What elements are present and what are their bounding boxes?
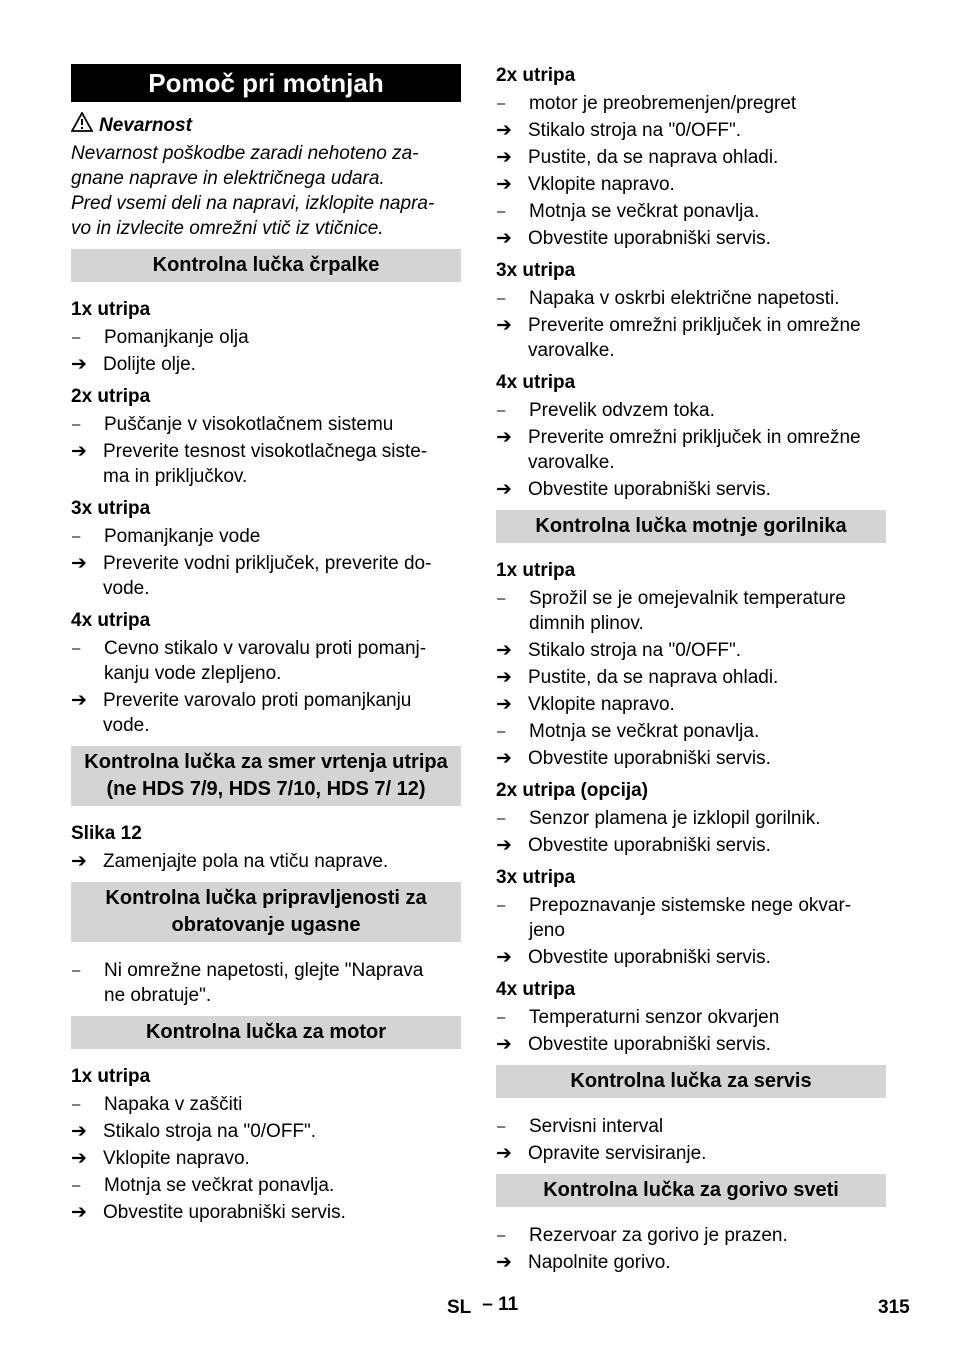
cause-item [71, 524, 461, 549]
dash-icon: – [497, 1118, 506, 1135]
cause-item [496, 398, 886, 423]
cause-item [496, 806, 886, 831]
item-text: Opravite servisiranje. [528, 1143, 707, 1164]
item-text: Rezervoar za gorivo je prazen. [529, 1225, 788, 1246]
item-text: Motnja se večkrat ponavlja. [104, 1175, 335, 1196]
action-item [496, 118, 886, 143]
arrow-right-icon: ➔ [71, 441, 87, 462]
arrow-right-icon: ➔ [71, 553, 87, 574]
arrow-right-icon: ➔ [496, 667, 512, 688]
dash-icon: – [72, 1177, 81, 1194]
troubleshoot-group [496, 559, 886, 771]
cause-item [71, 636, 461, 686]
item-text: Motnja se večkrat ponavlja. [529, 201, 760, 222]
dash-icon: – [497, 590, 506, 607]
item-text: Preverite omrežni priključek in omrežne varovalke. [528, 427, 861, 473]
warning-label: Nevarnost [99, 114, 192, 136]
dash-icon: – [72, 416, 81, 433]
group-heading: 3x utripa [496, 260, 576, 281]
item-text: Prepoznavanje sistemske nege okvar- jeno [529, 895, 852, 941]
item-text: Obvestite uporabniški servis. [528, 228, 771, 249]
group-heading: 1x utripa [496, 560, 576, 581]
action-item [71, 352, 461, 377]
troubleshoot-group [71, 822, 461, 874]
troubleshoot-group [71, 1065, 461, 1225]
cause-item [71, 958, 461, 1008]
item-text: Preverite varovalo proti pomanjkanju vode. [103, 690, 412, 736]
dash-icon: – [497, 203, 506, 220]
action-item [496, 172, 886, 197]
item-text: Obvestite uporabniški servis. [528, 835, 771, 856]
dash-icon: – [497, 402, 506, 419]
troubleshoot-group [71, 497, 461, 601]
arrow-right-icon: ➔ [71, 1148, 87, 1169]
right-sections [496, 510, 886, 1275]
page-number: 315 [878, 1297, 910, 1318]
item-text: motor je preobremenjen/pregret [529, 93, 797, 114]
section-title: Kontrolna lučka črpalke [71, 249, 461, 282]
action-item [496, 945, 886, 970]
group-heading: 1x utripa [71, 299, 151, 320]
arrow-right-icon: ➔ [496, 315, 512, 336]
warning-text [71, 141, 461, 241]
action-item [71, 688, 461, 738]
footer-section-page: – 11 [482, 1294, 519, 1315]
right-top-groups [496, 64, 886, 502]
dash-icon: – [497, 810, 506, 827]
item-text: Vklopite napravo. [528, 174, 675, 195]
arrow-right-icon: ➔ [496, 228, 512, 249]
cause-item [496, 199, 886, 224]
item-text: Vklopite napravo. [103, 1148, 250, 1169]
arrow-right-icon: ➔ [71, 851, 87, 872]
cause-item [496, 286, 886, 311]
action-item [496, 1141, 886, 1166]
action-item [71, 1200, 461, 1225]
footer-lang: SL [447, 1297, 471, 1318]
item-text: Puščanje v visokotlačnem sistemu [104, 414, 394, 435]
group-heading: 3x utripa [496, 867, 576, 888]
arrow-right-icon: ➔ [71, 690, 87, 711]
cause-item [496, 1114, 886, 1139]
arrow-right-icon: ➔ [496, 427, 512, 448]
section-body [71, 822, 461, 874]
troubleshoot-group [496, 1114, 886, 1166]
warning-triangle-icon [71, 112, 93, 139]
dash-icon: – [497, 290, 506, 307]
item-text: Napolnite gorivo. [528, 1252, 671, 1273]
troubleshoot-group [71, 298, 461, 377]
item-text: Stikalo stroja na "0/OFF". [103, 1121, 317, 1142]
cause-item [71, 412, 461, 437]
item-text: Cevno stikalo v varovalu proti pomanj- kanju vode zlepljeno. [104, 638, 427, 684]
page-title: Pomoč pri motnjah [71, 64, 461, 102]
arrow-right-icon: ➔ [496, 147, 512, 168]
item-text: Stikalo stroja na "0/OFF". [528, 640, 742, 661]
action-item [496, 145, 886, 170]
item-text: Pustite, da se naprava ohladi. [528, 147, 779, 168]
dash-icon: – [497, 95, 506, 112]
item-text: Preverite omrežni priključek in omrežne varovalke. [528, 315, 861, 361]
cause-item [71, 1173, 461, 1198]
item-text: Ni omrežne napetosti, glejte "Naprava ne obratuje". [104, 960, 424, 1006]
section-body [71, 298, 461, 738]
item-text: Motnja se večkrat ponavlja. [529, 721, 760, 742]
warning-line: vo in izvlecite omrežni vtič iz vtičnice. [71, 218, 384, 239]
action-item [71, 1119, 461, 1144]
arrow-right-icon: ➔ [496, 947, 512, 968]
arrow-right-icon: ➔ [496, 1252, 512, 1273]
item-text: Sprožil se je omejevalnik temperature dimnih plinov. [529, 588, 846, 634]
troubleshoot-group [496, 779, 886, 858]
section-title: Kontrolna lučka za gorivo sveti [496, 1174, 886, 1207]
left-sections [71, 249, 461, 1225]
item-text: Preverite vodni priključek, preverite do- vode. [103, 553, 432, 599]
cause-item [496, 893, 886, 943]
arrow-right-icon: ➔ [71, 1202, 87, 1223]
section-body [71, 1065, 461, 1225]
section-title: Kontrolna lučka za motor [71, 1016, 461, 1049]
group-heading: 2x utripa [71, 386, 151, 407]
item-text: Servisni interval [529, 1116, 664, 1137]
group-heading: Slika 12 [71, 823, 142, 844]
left-column [71, 64, 461, 1233]
cause-item [496, 586, 886, 636]
warning-line: Nevarnost poškodbe zaradi nehoteno za- [71, 143, 419, 164]
item-text: Obvestite uporabniški servis. [528, 947, 771, 968]
arrow-right-icon: ➔ [496, 694, 512, 715]
troubleshoot-group [496, 978, 886, 1057]
dash-icon: – [72, 329, 81, 346]
group-heading: 4x utripa [496, 372, 576, 393]
arrow-right-icon: ➔ [496, 1034, 512, 1055]
cause-item [496, 91, 886, 116]
action-item [496, 425, 886, 475]
item-text: Dolijte olje. [103, 354, 196, 375]
action-item [496, 833, 886, 858]
action-item [496, 638, 886, 663]
warning-line: Pred vsemi deli na napravi, izklopite napra- [71, 193, 435, 214]
item-text: Obvestite uporabniški servis. [528, 479, 771, 500]
troubleshoot-group [496, 64, 886, 251]
arrow-right-icon: ➔ [496, 174, 512, 195]
dash-icon: – [72, 1096, 81, 1113]
cause-item [496, 719, 886, 744]
item-text: Pustite, da se naprava ohladi. [528, 667, 779, 688]
group-heading: 4x utripa [71, 610, 151, 631]
action-item [496, 226, 886, 251]
action-item [496, 477, 886, 502]
section-title: Kontrolna lučka za smer vrtenja utripa (ne HDS 7/9, HDS 7/10, HDS 7/ 12) [71, 746, 461, 806]
section-body [71, 958, 461, 1008]
arrow-right-icon: ➔ [496, 640, 512, 661]
arrow-right-icon: ➔ [496, 120, 512, 141]
action-item [496, 665, 886, 690]
troubleshoot-group [71, 609, 461, 738]
action-item [496, 1032, 886, 1057]
section-title: Kontrolna lučka pripravljenosti za obratovanje ugasne [71, 882, 461, 942]
action-item [496, 692, 886, 717]
dash-icon: – [497, 1009, 506, 1026]
action-item [496, 746, 886, 771]
section-title: Kontrolna lučka za servis [496, 1065, 886, 1098]
item-text: Napaka v oskrbi električne napetosti. [529, 288, 840, 309]
item-text: Prevelik odvzem toka. [529, 400, 715, 421]
section-body [496, 1223, 886, 1275]
dash-icon: – [72, 640, 81, 657]
dash-icon: – [497, 1227, 506, 1244]
troubleshoot-group [71, 958, 461, 1008]
action-item [496, 1250, 886, 1275]
item-text: Senzor plamena je izklopil gorilnik. [529, 808, 821, 829]
arrow-right-icon: ➔ [496, 1143, 512, 1164]
troubleshoot-group [496, 259, 886, 363]
cause-item [71, 325, 461, 350]
warning-heading [71, 112, 461, 139]
item-text: Temperaturni senzor okvarjen [529, 1007, 780, 1028]
warning-line: gnane naprave in električnega udara. [71, 168, 385, 189]
action-item [496, 313, 886, 363]
dash-icon: – [72, 962, 81, 979]
troubleshoot-group [71, 385, 461, 489]
section-body [496, 1114, 886, 1166]
group-heading: 2x utripa [496, 65, 576, 86]
arrow-right-icon: ➔ [71, 1121, 87, 1142]
group-heading: 3x utripa [71, 498, 151, 519]
troubleshoot-group [496, 1223, 886, 1275]
section-title: Kontrolna lučka motnje gorilnika [496, 510, 886, 543]
right-column [496, 64, 886, 1283]
group-heading: 2x utripa (opcija) [496, 780, 649, 801]
action-item [71, 1146, 461, 1171]
cause-item [496, 1005, 886, 1030]
item-text: Obvestite uporabniški servis. [528, 1034, 771, 1055]
item-text: Preverite tesnost visokotlačnega siste- ma in priključkov. [103, 441, 428, 487]
item-text: Zamenjajte pola na vtiču naprave. [103, 851, 389, 872]
cause-item [71, 1092, 461, 1117]
dash-icon: – [497, 723, 506, 740]
item-text: Obvestite uporabniški servis. [103, 1202, 346, 1223]
item-text: Stikalo stroja na "0/OFF". [528, 120, 742, 141]
action-item [71, 849, 461, 874]
troubleshoot-group [496, 371, 886, 502]
item-text: Pomanjkanje vode [104, 526, 261, 547]
arrow-right-icon: ➔ [71, 354, 87, 375]
action-item [71, 551, 461, 601]
footer-language [447, 1294, 519, 1319]
group-heading: 1x utripa [71, 1066, 151, 1087]
cause-item [496, 1223, 886, 1248]
dash-icon: – [497, 897, 506, 914]
action-item [71, 439, 461, 489]
arrow-right-icon: ➔ [496, 748, 512, 769]
item-text: Obvestite uporabniški servis. [528, 748, 771, 769]
group-heading: 4x utripa [496, 979, 576, 1000]
item-text: Napaka v zaščiti [104, 1094, 243, 1115]
item-text: Vklopite napravo. [528, 694, 675, 715]
dash-icon: – [72, 528, 81, 545]
troubleshoot-group [496, 866, 886, 970]
section-body [496, 559, 886, 1057]
item-text: Pomanjkanje olja [104, 327, 249, 348]
arrow-right-icon: ➔ [496, 835, 512, 856]
arrow-right-icon: ➔ [496, 479, 512, 500]
